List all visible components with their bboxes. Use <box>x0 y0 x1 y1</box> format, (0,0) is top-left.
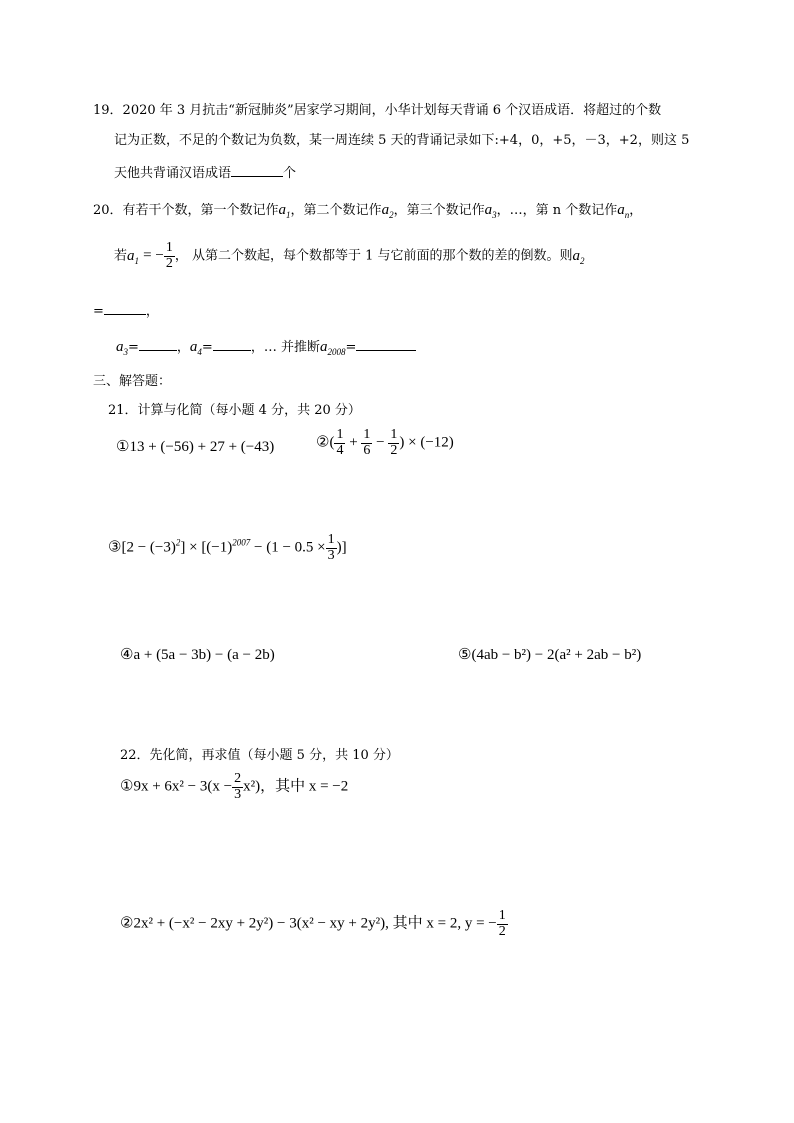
q21-part2: ②( $\frac{1}{4}$ + $\frac{1}{6}$ − $\frac{1}{2}$ ) × (−12) <box>316 427 454 458</box>
q19-line3: 天他共背诵汉语成语 个 <box>114 166 297 181</box>
q20-line4: $a_3=$ ，$a_4=$ ，… 并推断$a_{2008}=$ <box>116 338 416 358</box>
section-title: 三、解答题： <box>93 374 172 389</box>
q22-title: 22．先化简，再求值（每小题 5 分，共 10 分） <box>120 748 399 763</box>
var-an: $a_n$ <box>617 202 630 220</box>
q21-part1: ①13 + (−56) + 27 + (−43) <box>116 439 275 455</box>
q19-line2: 记为正数，不足的个数记为负数，某一周连续 5 天的背诵记录如下:+4，0，+5，－3，+2，则这 5 <box>114 133 690 148</box>
q20-line3: = ， <box>93 304 159 319</box>
q20-line2: 若$a_1$ = − $\frac{1}{2}$ ， 从第二个数起，每个数都等于 1 与它前面的那个数的差的倒数。则$a_2$ <box>114 240 585 271</box>
q20-a2-blank[interactable] <box>104 302 146 315</box>
q20-line1: 20．有若干个数，第一个数记作$a_1$，第二个数记作$a_2$，第三个数记作$a_3$，…，第 n 个数记作$a_n$， <box>93 202 643 220</box>
q22-part2: ②2x² + (−x² − 2xy + 2y²) − 3(x² − xy + 2y²), 其中 x = 2, y = − $\frac{1}{2}$ <box>120 908 506 939</box>
q20-a4-blank[interactable] <box>213 338 251 351</box>
q19-answer-blank[interactable] <box>231 164 283 177</box>
q21-part3: ③[2 − $(-3)^2] \times [(-1)^{2007} - (1 - 0.5$ × $\frac{1}{3}$ )] <box>108 532 347 563</box>
q20-a2008-blank[interactable] <box>356 338 416 351</box>
q21-part4: ④a + (5a − 3b) − (a − 2b) <box>120 647 275 663</box>
q21-part5: ⑤(4ab − b²) − 2(a² + 2ab − b²) <box>458 647 642 663</box>
var-a2: $a_2$ <box>381 202 394 220</box>
var-a1: $a_1$ <box>278 202 291 220</box>
q21-title: 21．计算与化简（每小题 4 分，共 20 分） <box>108 403 361 418</box>
q22-part1: ①9x + 6x² − 3(x − $\frac{2}{3}$ x²)，其中 x = −2 <box>120 771 349 802</box>
fraction-neg-half: $\frac{1}{2}$ <box>165 240 173 271</box>
var-a3: $a_3$ <box>484 202 497 220</box>
q20-a3-blank[interactable] <box>139 338 177 351</box>
q19-line1: 19．2020 年 3 月抗击“新冠肺炎”居家学习期间，小华计划每天背诵 6 个汉语成语．将超过的个数 <box>93 103 662 118</box>
